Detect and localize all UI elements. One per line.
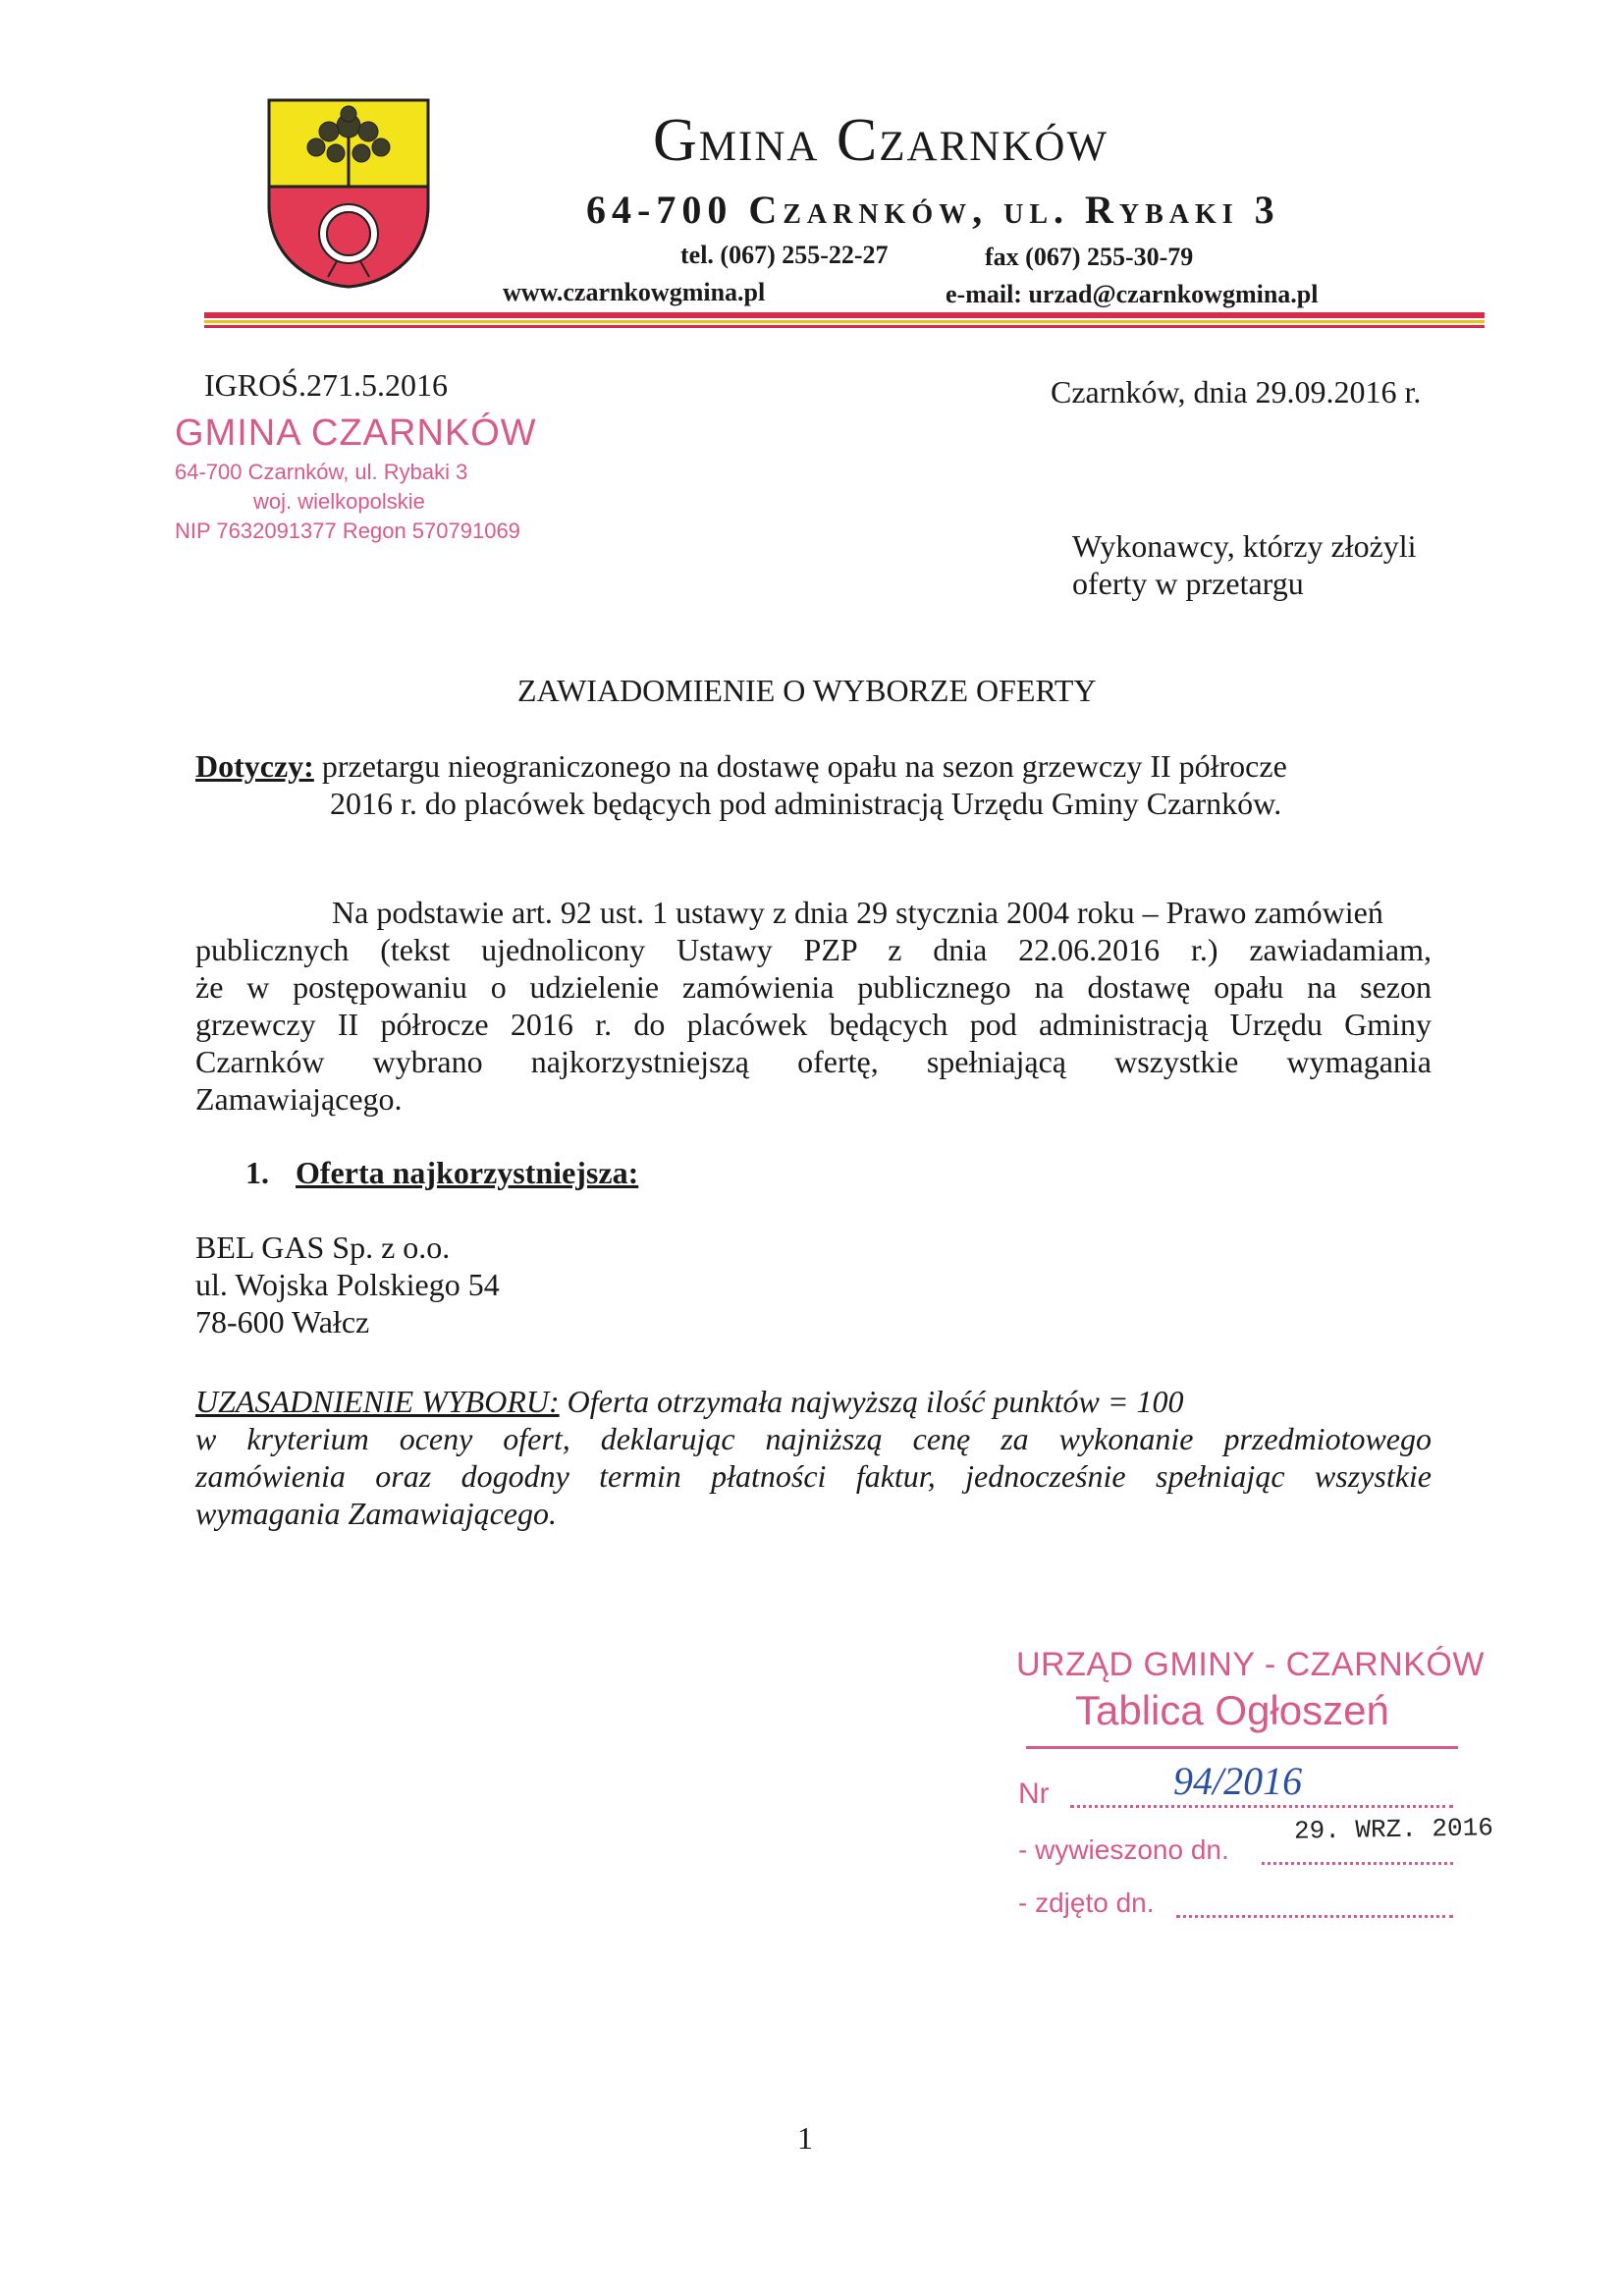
document-heading: ZAWIADOMIENIE O WYBORZE OFERTY bbox=[517, 673, 1097, 708]
subject-label: Dotyczy: bbox=[195, 748, 314, 784]
notice-posted-dotline bbox=[1262, 1862, 1453, 1865]
justification-line bbox=[195, 1383, 1432, 1420]
addressee-line: Wykonawcy, którzy złożyli bbox=[1072, 528, 1417, 564]
header-divider bbox=[204, 325, 1485, 328]
offer-heading: Oferta najkorzystniejsza: bbox=[296, 1155, 639, 1190]
notice-posted-label: - wywieszono dn. bbox=[1018, 1834, 1229, 1865]
letterhead-address: 64-700 Czarnków, ul. Rybaki 3 bbox=[586, 188, 1280, 232]
paragraph-line: grzewczy II półrocze 2016 r. do placówek będących pod administracją Urzędu Gminy bbox=[195, 1007, 1432, 1042]
subject-text: przetargu nieograniczonego na dostawę opału na sezon grzewczy II półrocze bbox=[313, 748, 1287, 784]
date-stamp: 29. WRZ. 2016 bbox=[1293, 1813, 1494, 1846]
place-date: Czarnków, dnia 29.09.2016 r. bbox=[1051, 374, 1422, 410]
notice-stamp-title: URZĄD GMINY - CZARNKÓW bbox=[1016, 1646, 1485, 1683]
paragraph-line: że w postępowaniu o udzielenie zamówienia publicznego na dostawę opału na sezon bbox=[195, 969, 1432, 1005]
coat-of-arms-logo bbox=[265, 96, 432, 289]
office-stamp-ids: NIP 7632091377 Regon 570791069 bbox=[175, 519, 520, 543]
justification-text: Oferta otrzymała najwyższą ilość punktów = 100 bbox=[559, 1384, 1184, 1419]
office-stamp-region: woj. wielkopolskie bbox=[253, 489, 425, 514]
page-number: 1 bbox=[797, 2120, 813, 2156]
notice-nr-dotline bbox=[1070, 1805, 1453, 1808]
paragraph-line: publicznych (tekst ujednolicony Ustawy PZP z dnia 22.06.2016 r.) zawiadamiam, bbox=[195, 932, 1432, 967]
letterhead-tel: tel. (067) 255-22-27 bbox=[680, 241, 889, 269]
notice-removed-dotline bbox=[1176, 1915, 1453, 1918]
addressee-line: oferty w przetargu bbox=[1072, 566, 1304, 601]
notice-stamp-divider bbox=[1026, 1746, 1458, 1749]
letterhead-fax: fax (067) 255-30-79 bbox=[985, 243, 1194, 271]
office-stamp-title: GMINA CZARNKÓW bbox=[175, 412, 537, 454]
justification-line: w kryterium oceny ofert, deklarując najniższą cenę za wykonanie przedmiotowego bbox=[195, 1421, 1432, 1456]
header-divider bbox=[204, 312, 1485, 318]
letterhead-title: Gmina Czarnków bbox=[653, 107, 1109, 174]
letterhead-website: www.czarnkowgmina.pl bbox=[503, 278, 766, 306]
justification-line: zamówienia oraz dogodny termin płatności faktur, jednocześnie spełniając wszystkie bbox=[195, 1458, 1432, 1494]
header-divider bbox=[204, 320, 1485, 323]
justification-line: wymagania Zamawiającego. bbox=[195, 1496, 557, 1531]
letterhead-email: e-mail: urzad@czarnkowgmina.pl bbox=[946, 280, 1319, 308]
paragraph-line: Zamawiającego. bbox=[195, 1081, 403, 1117]
paragraph-line: Czarnków wybrano najkorzystniejszą ofertę, spełniającą wszystkie wymagania bbox=[195, 1044, 1432, 1079]
justification-label: UZASADNIENIE WYBORU: bbox=[195, 1384, 560, 1419]
notice-nr-handwritten: 94/2016 bbox=[1173, 1759, 1303, 1803]
offer-street: ul. Wojska Polskiego 54 bbox=[195, 1267, 500, 1302]
notice-stamp-subtitle: Tablica Ogłoszeń bbox=[1075, 1687, 1389, 1733]
subject-text: 2016 r. do placówek będących pod administracją Urzędu Gminy Czarnków. bbox=[330, 786, 1282, 821]
notice-nr-label: Nr bbox=[1018, 1777, 1050, 1810]
paragraph-line: Na podstawie art. 92 ust. 1 ustawy z dnia 29 stycznia 2004 roku – Prawo zamówień bbox=[332, 895, 1383, 930]
notice-removed-label: - zdjęto dn. bbox=[1018, 1887, 1155, 1918]
offer-city: 78-600 Wałcz bbox=[195, 1304, 370, 1339]
office-stamp-address: 64-700 Czarnków, ul. Rybaki 3 bbox=[175, 460, 468, 484]
offer-number: 1. bbox=[245, 1155, 269, 1190]
offer-company: BEL GAS Sp. z o.o. bbox=[195, 1230, 451, 1265]
subject-line bbox=[195, 747, 1287, 785]
reference-number: IGROŚ.271.5.2016 bbox=[204, 367, 449, 403]
